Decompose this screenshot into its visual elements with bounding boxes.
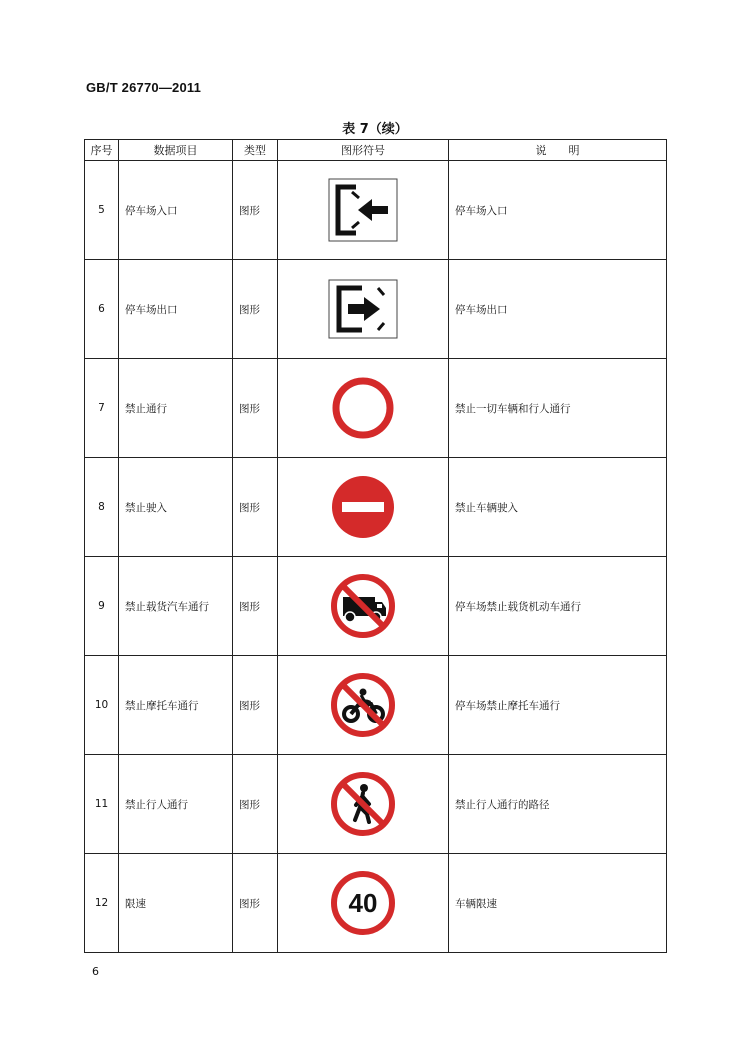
row-symbol xyxy=(278,161,449,260)
parking-entrance-icon xyxy=(328,178,398,242)
row-item: 禁止驶入 xyxy=(119,458,233,557)
row-type: 图形 xyxy=(233,359,278,458)
row-type: 图形 xyxy=(233,854,278,953)
row-no: 8 xyxy=(85,458,119,557)
row-symbol xyxy=(278,755,449,854)
table-row xyxy=(85,557,667,656)
row-item: 停车场入口 xyxy=(119,161,233,260)
table-row xyxy=(85,260,667,359)
standard-code: GB/T 26770—2011 xyxy=(86,80,202,95)
table-row xyxy=(85,359,667,458)
row-no: 11 xyxy=(85,755,119,854)
no-entry-icon xyxy=(330,474,396,540)
row-symbol xyxy=(278,557,449,656)
row-type: 图形 xyxy=(233,557,278,656)
header-type: 类型 xyxy=(233,140,278,161)
row-no: 12 xyxy=(85,854,119,953)
row-desc: 禁止行人通行的路径 xyxy=(449,755,667,854)
no-passage-icon xyxy=(330,375,396,441)
row-symbol xyxy=(278,359,449,458)
row-no: 7 xyxy=(85,359,119,458)
table-row xyxy=(85,656,667,755)
table-row xyxy=(85,854,667,953)
row-type: 图形 xyxy=(233,755,278,854)
row-desc: 禁止车辆驶入 xyxy=(449,458,667,557)
row-item: 限速 xyxy=(119,854,233,953)
table-row xyxy=(85,161,667,260)
page-number: 6 xyxy=(92,965,99,978)
speed-limit-icon xyxy=(329,869,397,937)
row-item: 禁止行人通行 xyxy=(119,755,233,854)
table-caption: 表 7（续） xyxy=(342,122,408,137)
row-desc: 停车场入口 xyxy=(449,161,667,260)
row-symbol xyxy=(278,458,449,557)
row-desc: 停车场禁止摩托车通行 xyxy=(449,656,667,755)
row-item: 禁止载货汽车通行 xyxy=(119,557,233,656)
row-desc: 停车场禁止载货机动车通行 xyxy=(449,557,667,656)
row-type: 图形 xyxy=(233,161,278,260)
row-item: 停车场出口 xyxy=(119,260,233,359)
speed-limit-value: 40 xyxy=(348,888,378,918)
row-no: 6 xyxy=(85,260,119,359)
table-row xyxy=(85,458,667,557)
parking-exit-icon xyxy=(328,279,398,339)
row-symbol xyxy=(278,656,449,755)
header-no: 序号 xyxy=(85,140,119,161)
row-no: 10 xyxy=(85,656,119,755)
row-symbol xyxy=(278,260,449,359)
row-desc: 禁止一切车辆和行人通行 xyxy=(449,359,667,458)
table-row xyxy=(85,755,667,854)
row-desc: 车辆限速 xyxy=(449,854,667,953)
header-symbol: 图形符号 xyxy=(278,140,449,161)
no-pedestrians-icon xyxy=(329,770,397,838)
no-trucks-icon xyxy=(329,572,397,640)
row-no: 9 xyxy=(85,557,119,656)
header-desc: 说 明 xyxy=(449,140,667,161)
symbols-table xyxy=(84,139,667,953)
row-type: 图形 xyxy=(233,260,278,359)
row-type: 图形 xyxy=(233,656,278,755)
no-motorcycles-icon xyxy=(329,671,397,739)
header-item: 数据项目 xyxy=(119,140,233,161)
row-type: 图形 xyxy=(233,458,278,557)
row-symbol xyxy=(278,854,449,953)
row-item: 禁止通行 xyxy=(119,359,233,458)
row-no: 5 xyxy=(85,161,119,260)
row-item: 禁止摩托车通行 xyxy=(119,656,233,755)
table-header-row xyxy=(85,140,667,161)
row-desc: 停车场出口 xyxy=(449,260,667,359)
